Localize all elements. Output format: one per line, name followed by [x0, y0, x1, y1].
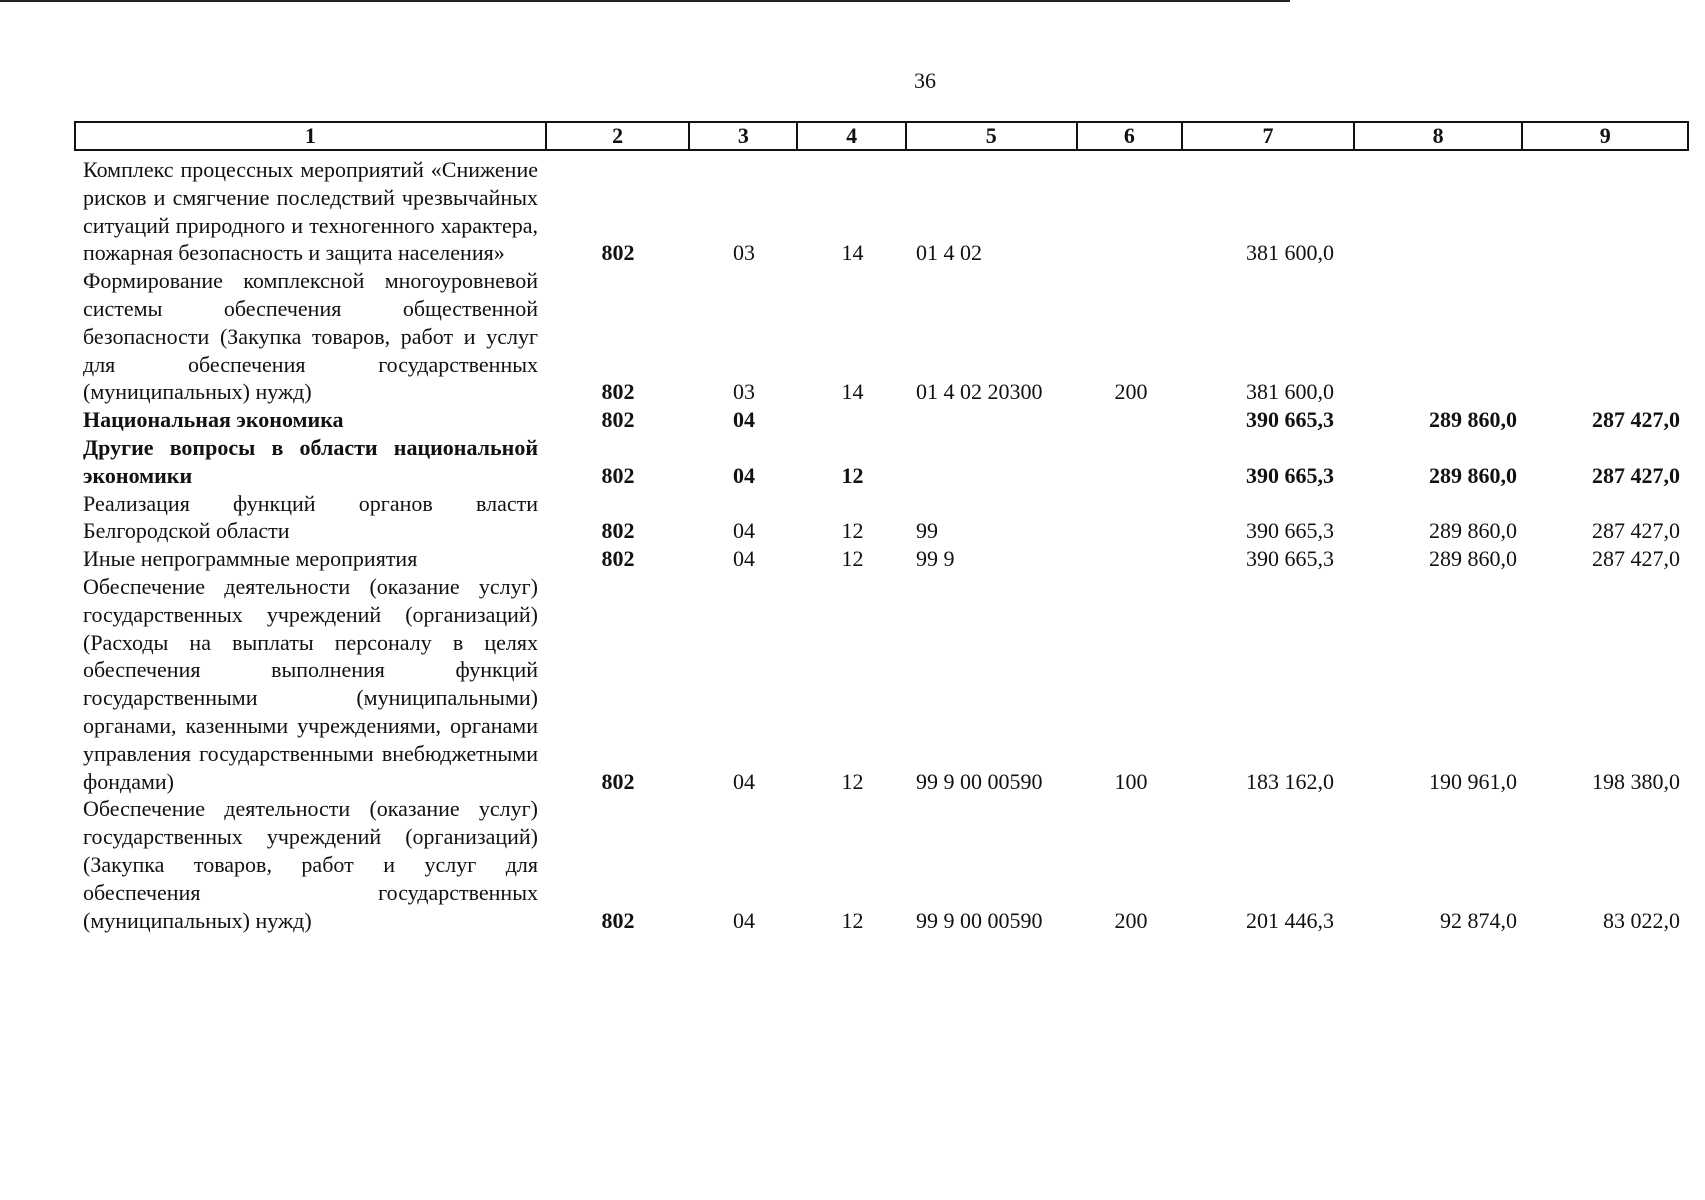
- header-col-4: 4: [798, 123, 907, 149]
- cell-amount-2027: 287 427,0: [1592, 407, 1680, 433]
- cell-amount-2026: 92 874,0: [1440, 907, 1517, 933]
- header-col-7: 7: [1183, 123, 1355, 149]
- cell-amount-2026: 190 961,0: [1429, 768, 1517, 794]
- header-col-2: 2: [547, 123, 691, 149]
- cell-description: Формирование комплексной многоуровневой системы обеспечения общественной безопасности (Закупка товаров, работ и услуг для обеспечения государственных (муниципальных) нужд): [83, 268, 538, 405]
- cell-amount-2025: 381 600,0: [1246, 379, 1334, 405]
- cell-amount-2025: 201 446,3: [1246, 907, 1334, 933]
- cell-expense-type: 200: [1114, 907, 1148, 933]
- cell-section-code: 04: [733, 768, 755, 794]
- cell-amount-2027: 287 427,0: [1592, 462, 1680, 488]
- cell-ministry-code: 802: [601, 379, 635, 405]
- cell-amount-2026: 289 860,0: [1429, 407, 1517, 433]
- cell-ministry-code: 802: [601, 462, 635, 488]
- cell-expense-type: 200: [1114, 379, 1148, 405]
- cell-subsection-code: 14: [841, 240, 864, 266]
- cell-subsection-code: 12: [841, 546, 864, 572]
- cell-target-article: 99 9: [916, 546, 955, 572]
- cell-subsection-code: 14: [841, 379, 864, 405]
- cell-description: Иные непрограммные мероприятия: [83, 546, 418, 572]
- cell-target-article: 99: [916, 518, 938, 544]
- page-number: 36: [914, 68, 936, 93]
- table-row: [74, 490, 1689, 546]
- cell-ministry-code: 802: [601, 768, 635, 794]
- cell-description: Национальная экономика: [83, 407, 344, 433]
- cell-section-code: 04: [733, 518, 755, 544]
- table-row: [74, 573, 1689, 795]
- cell-description: Комплекс процессных мероприятий «Снижение рисков и смягчение последствий чрезвычайных ситуаций природного и техногенного характера, пожарная безопасность и защита населения»: [83, 157, 538, 266]
- cell-ministry-code: 802: [601, 407, 635, 433]
- cell-section-code: 04: [733, 907, 755, 933]
- cell-amount-2027: 287 427,0: [1592, 546, 1680, 572]
- cell-section-code: 04: [733, 462, 755, 488]
- scan-top-border: [0, 0, 1290, 2]
- cell-amount-2025: 390 665,3: [1246, 546, 1334, 572]
- cell-amount-2025: 390 665,3: [1246, 462, 1334, 488]
- cell-amount-2027: 83 022,0: [1603, 907, 1680, 933]
- cell-amount-2026: 289 860,0: [1429, 462, 1517, 488]
- cell-subsection-code: 12: [841, 518, 864, 544]
- cell-target-article: 99 9 00 00590: [916, 768, 1043, 794]
- cell-amount-2025: 390 665,3: [1246, 407, 1334, 433]
- cell-section-code: 03: [733, 379, 755, 405]
- cell-description: Обеспечение деятельности (оказание услуг) государственных учреждений (организаций) (Расходы на выплаты персоналу в целях обеспечения выполнения функций государственными (муниципальными) органами, казенными учреждениями, органами управления государственными внебюджетными фондами): [83, 573, 538, 794]
- header-col-1: 1: [76, 123, 547, 149]
- cell-expense-type: 100: [1114, 768, 1148, 794]
- table-row: [74, 795, 1689, 934]
- cell-amount-2027: 287 427,0: [1592, 518, 1680, 544]
- cell-amount-2025: 183 162,0: [1246, 768, 1334, 794]
- cell-amount-2025: 390 665,3: [1246, 518, 1334, 544]
- header-col-6: 6: [1078, 123, 1184, 149]
- cell-section-code: 03: [733, 240, 755, 266]
- cell-target-article: 99 9 00 00590: [916, 907, 1043, 933]
- cell-amount-2026: 289 860,0: [1429, 518, 1517, 544]
- table-row: [74, 267, 1689, 406]
- cell-subsection-code: 12: [841, 462, 864, 488]
- cell-target-article: 01 4 02: [916, 240, 982, 266]
- cell-ministry-code: 802: [601, 546, 635, 572]
- cell-section-code: 04: [733, 407, 755, 433]
- cell-amount-2026: 289 860,0: [1429, 546, 1517, 572]
- table-header: [74, 121, 1689, 151]
- cell-ministry-code: 802: [601, 518, 635, 544]
- cell-description: Реализация функций органов власти Белгородской области: [83, 490, 538, 544]
- cell-target-article: 01 4 02 20300: [916, 379, 1043, 405]
- table-row: [74, 545, 1689, 573]
- table-body: [74, 156, 1689, 934]
- cell-subsection-code: 12: [841, 907, 864, 933]
- cell-subsection-code: 12: [841, 768, 864, 794]
- header-col-9: 9: [1599, 123, 1611, 148]
- cell-amount-2025: 381 600,0: [1246, 240, 1334, 266]
- header-col-8: 8: [1355, 123, 1524, 149]
- cell-description: Обеспечение деятельности (оказание услуг) государственных учреждений (организаций) (Закупка товаров, работ и услуг для обеспечения государственных (муниципальных) нужд): [83, 796, 538, 933]
- table-row: [74, 434, 1689, 490]
- cell-description: Другие вопросы в области национальной экономики: [83, 434, 538, 488]
- table-row: [74, 406, 1689, 434]
- cell-ministry-code: 802: [601, 240, 635, 266]
- cell-ministry-code: 802: [601, 907, 635, 933]
- header-col-5: 5: [907, 123, 1078, 149]
- cell-section-code: 04: [733, 546, 755, 572]
- header-col-3: 3: [690, 123, 798, 149]
- table-row: [74, 156, 1689, 267]
- cell-amount-2027: 198 380,0: [1592, 768, 1680, 794]
